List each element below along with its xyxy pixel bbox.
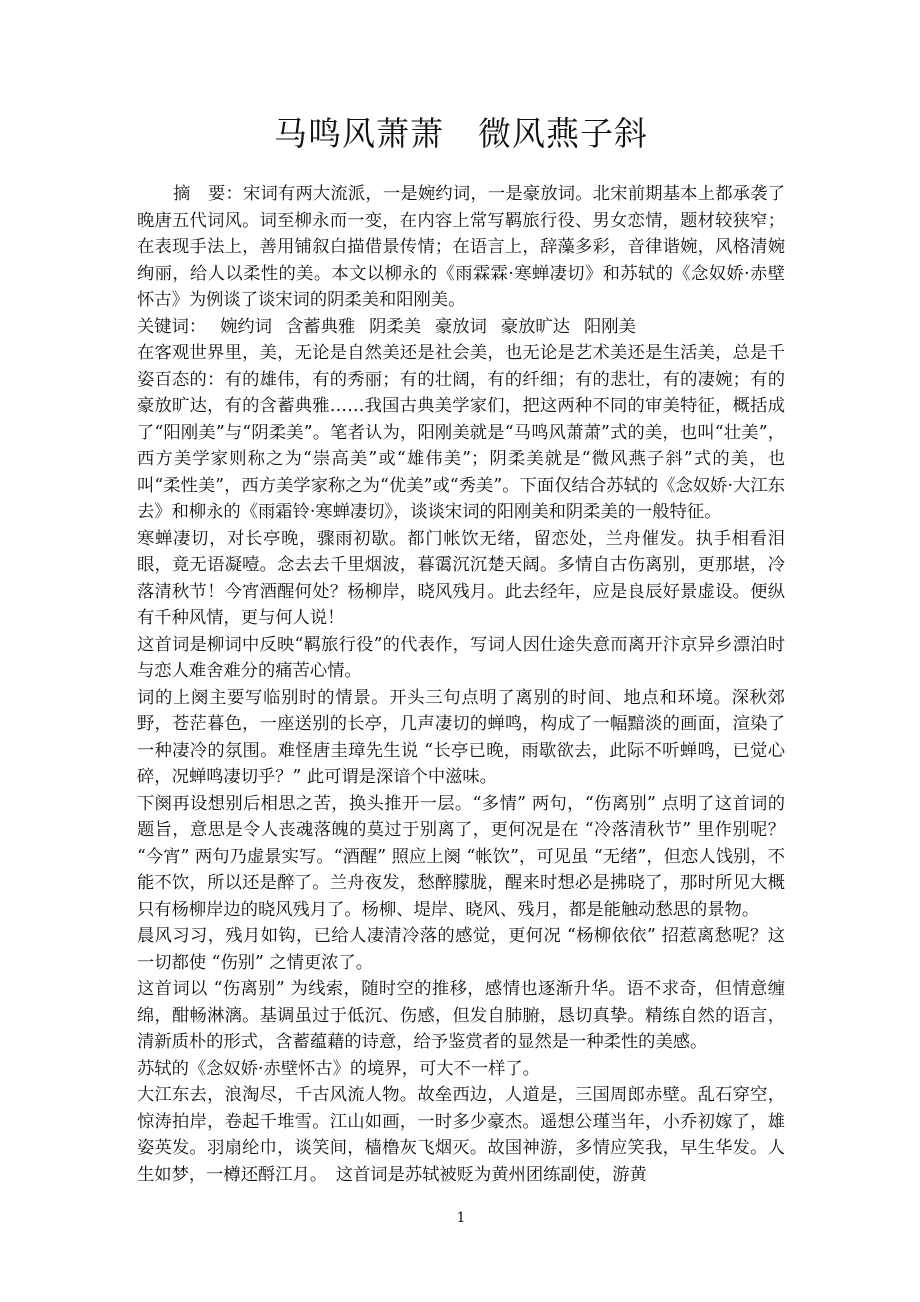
poem-paragraph: 大江东去，浪淘尽，千古风流人物。故垒西边，人道是，三国周郎赤壁。乱石穿空，惊涛拍岸，卷起千堆雪。江山如画，一时多少豪杰。遥想公瑾当年，小乔初嫁了，雄姿英发。羽扇纶巾，谈笑间，樯橹灰飞烟灭。故国神游，多情应笑我，早生华发。人生如梦，一樽还酹江月。 这首词是苏轼被贬为黄州团练副使，游黄 [137, 1085, 785, 1185]
body-paragraph: 在客观世界里，美，无论是自然美还是社会美，也无论是艺术美还是生活美，总是千姿百态的：有的雄伟，有的秀丽；有的壮阔，有的纤细；有的悲壮，有的凄婉；有的豪放旷达，有的含蓄典雅……我国古典美学家们，把这两种不同的审美特征，概括成了“阳刚美”与“阴柔美”。笔者认为，阳刚美就是“马鸣风萧萧”式的美，也叫“壮美”，西方美学家则称之为“崇高美”或“雄伟美”；阴柔美就是“微风燕子斜”式的美，也叫“柔性美”，西方美学家称之为“优美”或“秀美”。下面仅结合苏轼的《念奴娇·大江东去》和柳永的《雨霜铃·寒蝉凄切》，谈谈宋词的阳刚美和阴柔美的一般特征。 [137, 343, 785, 522]
document-body [137, 181, 785, 1188]
body-paragraph: 这首词是柳词中反映“羁旅行役”的代表作，写词人因仕途失意而离开汴京异乡漂泊时与恋人难舍难分的痛苦心情。 [137, 634, 785, 681]
body-paragraph: 下阕再设想别后相思之苦，换头推开一层。“多情” 两句，“伤离别” 点明了这首词的题旨，意思是令人丧魂落魄的莫过于别离了，更何况是在 “冷落清秋节” 里作别呢？ “今宵” 两句乃虚景实写。“酒醒” 照应上阕 “帐饮”，可见虽 “无绪”，但恋人饯别，不能不饮，所以还是醉了。兰舟夜发，愁醉朦胧，醒来时想必是拂晓了，那时所见大概只有杨柳岸边的晓风残月了。杨柳、堤岸、晓风、残月，都是能触动愁思的景物。 [137, 793, 785, 920]
abstract-paragraph [137, 181, 785, 314]
body-paragraph: 苏轼的《念奴娇·赤壁怀古》的境界，可大不一样了。 [137, 1058, 540, 1079]
document-title: 马鸣风萧萧 微风燕子斜 [274, 114, 648, 153]
body-paragraph: 这首词以 “伤离别” 为线索，随时空的推移，感情也逐渐升华。语不求奇，但情意缠绵，酣畅淋漓。基调虽过于低沉、伤感，但发自肺腑，恳切真挚。精练自然的语言，清新质朴的形式，含蓄蕴藉的诗意，给予鉴赏者的显然是一种柔性的美感。 [137, 979, 785, 1052]
poem-paragraph: 寒蝉凄切，对长亭晚，骤雨初歇。都门帐饮无绪，留恋处，兰舟催发。执手相看泪眼，竟无语凝噎。念去去千里烟波，暮霭沉沉楚天阔。多情自古伤离别，更那堪，冷落清秋节！今宵酒醒何处？杨柳岸，晓风残月。此去经年，应是良辰好景虚设。便纵有千种风情，更与何人说！ [137, 528, 785, 628]
keyword-item: 豪放旷达 [500, 316, 570, 337]
keyword-item: 含蓄典雅 [286, 316, 356, 337]
body-paragraph: 晨风习习，残月如钩，已给人凄清冷落的感觉，更何况 “杨柳依依” 招惹离愁呢？这一切都使 “伤别” 之情更浓了。 [137, 926, 785, 973]
abstract-label: 摘 要： [173, 184, 243, 204]
keyword-item: 豪放词 [435, 316, 487, 337]
page-number: 1 [456, 1210, 466, 1226]
abstract-text: 宋词有两大流派，一是婉约词，一是豪放词。北宋前期基本上都承袭了晚唐五代词风。词至柳永而一变，在内容上常写羁旅行役、男女恋情，题材较狭窄；在表现手法上，善用铺叙白描借景传情；在语言上，辞藻多彩，音律谐婉，风格清婉绚丽，给人以柔性的美。本文以柳永的《雨霖霖·寒蝉凄切》和苏轼的《念奴娇·赤壁怀古》为例谈了谈宋词的阴柔美和阳刚美。 [137, 184, 785, 310]
keyword-item: 阳刚美 [584, 316, 636, 337]
document-page [137, 0, 785, 1302]
keyword-item: 婉约词 [220, 316, 272, 337]
keywords-label: 关键词： [137, 316, 207, 337]
keywords-line [137, 314, 785, 341]
keyword-item: 阴柔美 [369, 316, 421, 337]
body-paragraph: 词的上阕主要写临别时的情景。开头三句点明了离别的时间、地点和环境。深秋郊野，苍茫暮色，一座送别的长亭，几声凄切的蝉鸣，构成了一幅黯淡的画面，渲染了一种凄冷的氛围。难怪唐圭璋先生说 “长亭已晚，雨歇欲去，此际不听蝉鸣，已觉心碎，况蝉鸣凄切乎？” 此可谓是深谙个中滋味。 [137, 687, 785, 787]
